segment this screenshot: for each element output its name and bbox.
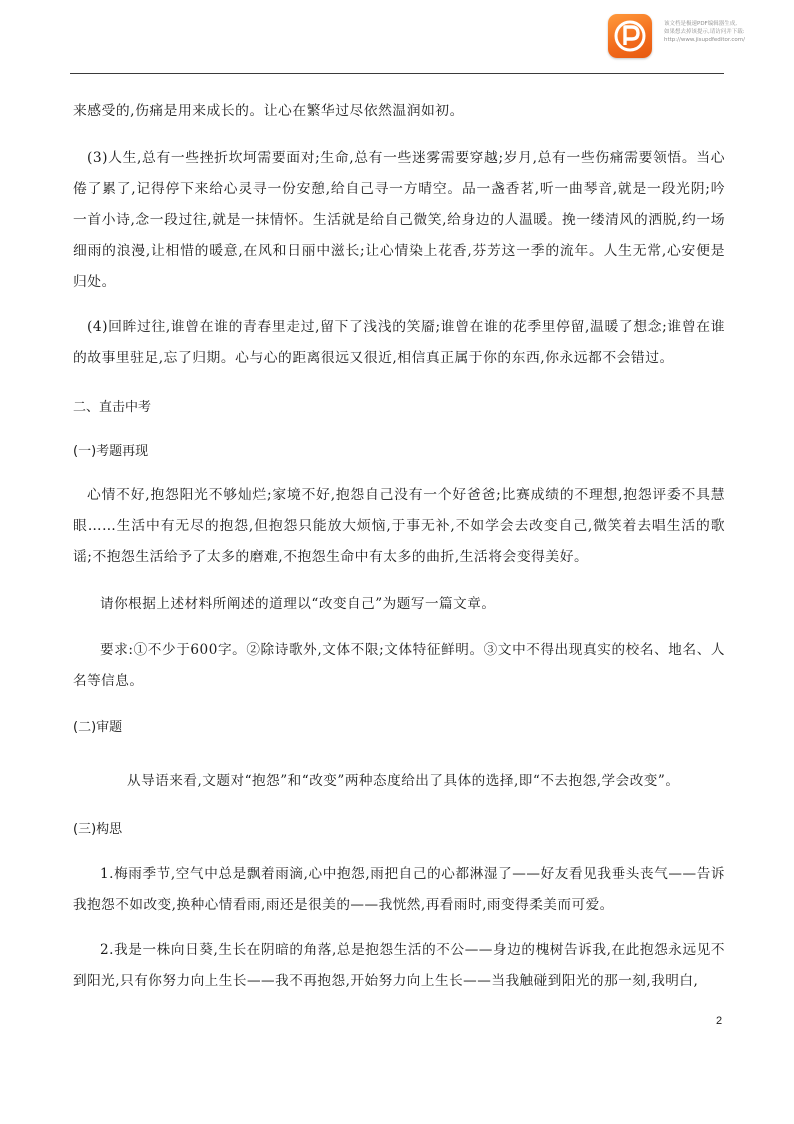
- gousi-item-2: 2.我是一株向日葵,生长在阴暗的角落,总是抱怨生活的不公——身边的槐树告诉我,在此抱怨永远见不到阳光,只有你努力向上生长——我不再抱怨,开始努力向上生长——当我触碰到阳光的那一刻,我明白,: [73, 942, 725, 989]
- watermark-line: 如果想去掉该提示,请访问并下载:: [664, 29, 745, 35]
- p-logo-icon: [608, 14, 652, 58]
- exam-material: 心情不好,抱怨阳光不够灿烂;家境不好,抱怨自己没有一个好爸爸;比赛成绩的不理想,抱怨评委不具慧眼……生活中有无尽的抱怨,但抱怨只能放大烦恼,于事无补,不如学会去改变自己,微笑着去唱生活的歌谣;不抱怨生活给予了太多的磨难,不抱怨生命中有太多的曲折,生活将会变得美好。: [73, 487, 725, 565]
- gousi-item-1: 1.梅雨季节,空气中总是飘着雨滴,心中抱怨,雨把自己的心都淋湿了——好友看见我垂头丧气——告诉我抱怨不如改变,换种心情看雨,雨还是很美的——我恍然,再看雨时,雨变得柔美而可爱。: [73, 866, 725, 913]
- pdf-editor-logo-icon: [608, 14, 652, 58]
- watermark-line: 该文档是极速PDF编辑器生成,: [664, 21, 737, 27]
- paragraph-intro: 来感受的,伤痛是用来成长的。让心在繁华过尽依然温润如初。: [73, 103, 464, 119]
- header-rule: [70, 73, 724, 74]
- shenti-text: 从导语来看,文题对“抱怨”和“改变”两种态度给出了具体的选择,即“不去抱怨,学会改变”。: [127, 773, 680, 789]
- subheading-kaoti: (一)考题再现: [73, 444, 149, 459]
- subheading-gousi: (三)构思: [73, 822, 123, 837]
- section-heading-zhiji: 二、直击中考: [73, 400, 152, 415]
- exam-requirements: 要求:①不少于600字。②除诗歌外,文体不限;文体特征鲜明。③文中不得出现真实的校名、地名、人名等信息。: [73, 642, 725, 689]
- paragraph-4: (4)回眸过往,谁曾在谁的青春里走过,留下了浅浅的笑靥;谁曾在谁的花季里停留,温暖了想念;谁曾在谁的故事里驻足,忘了归期。心与心的距离很远又很近,相信真正属于你的东西,你永远都不会错过。: [73, 319, 725, 366]
- watermark-line: http://www.jisupdfeditor.com/: [664, 37, 745, 43]
- exam-task: 请你根据上述材料所阐述的道理以“改变自己”为题写一篇文章。: [100, 596, 496, 612]
- watermark-notice: [664, 20, 788, 44]
- subheading-shenti: (二)审题: [73, 720, 123, 735]
- paragraph-3: (3)人生,总有一些挫折坎坷需要面对;生命,总有一些迷雾需要穿越;岁月,总有一些伤痛需要领悟。当心倦了累了,记得停下来给心灵寻一份安憩,给自己寻一方晴空。品一盏香茗,听一曲琴音,就是一段光阴;吟一首小诗,念一段过往,就是一抹情怀。生活就是给自己微笑,给身边的人温暖。挽一缕清风的洒脱,约一场细雨的浪漫,让相惜的暖意,在风和日丽中滋长;让心情染上花香,芬芳这一季的流年。人生无常,心安便是归处。: [73, 150, 725, 290]
- page-number: 2: [716, 1015, 723, 1027]
